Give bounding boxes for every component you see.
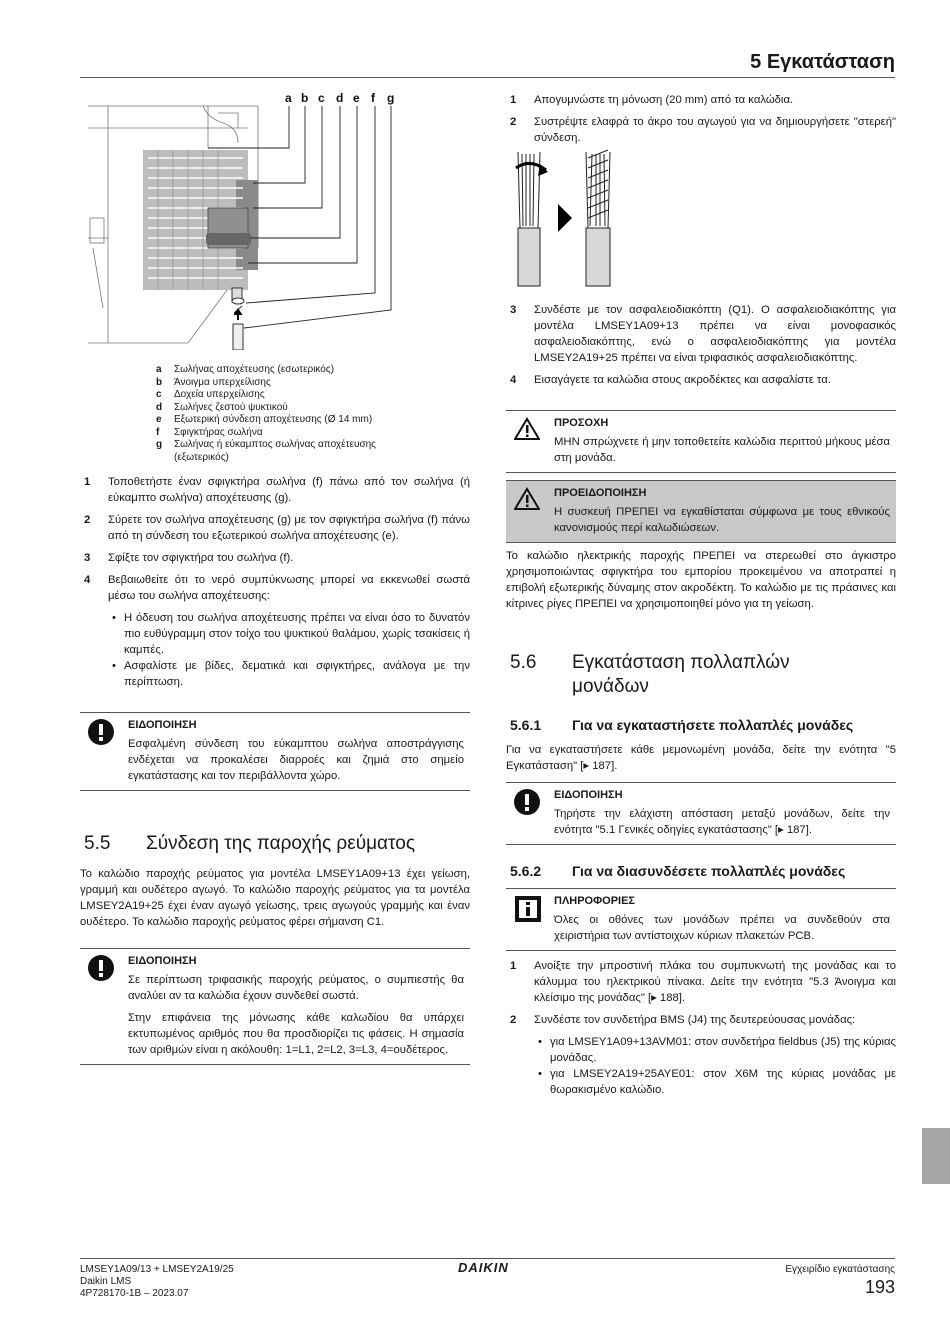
bullet-list (510, 1034, 896, 1098)
caution-box (506, 410, 896, 473)
caution-text: ΜΗΝ σπρώχνετε ή μην τοποθετείτε καλώδια περιττού μήκους μέσα στη μονάδα. (554, 436, 890, 464)
section-5-6-heading: 5.6 Εγκατάσταση πολλαπλών μονάδων (510, 652, 790, 697)
legend-item: f Σφιγκτήρας σωλήνα (156, 426, 263, 438)
footer-left (80, 1264, 234, 1300)
footer-docnum: 4P728170-1B – 2023.07 (80, 1288, 189, 1299)
notice-box-phase (80, 948, 470, 1065)
notice-text: Σε περίπτωση τριφασικής παροχής ρεύματος, ο συμπιεστής θα αναλύει αν τα καλώδια έχουν συνδεθεί σωστά. (128, 974, 464, 1002)
bullet-item: • Η όδευση του σωλήνα αποχέτευσης πρέπει να είναι όσο το δυνατόν πιο ευθύγραμμη στον τοίχο του ψυκτικού θαλάμου, χωρίς τσακίσεις ή καμπές. (108, 610, 470, 658)
step-item: 1 Απογυμνώστε τη μόνωση (20 mm) από τα καλώδια. (510, 94, 794, 106)
notice-text: Τηρήστε την ελάχιστη απόσταση μεταξύ μονάδων, δείτε την ενότητα "5.1 Γενικές οδηγίες εγκατάστασης" [▸ 187]. (554, 808, 890, 836)
notice-box-distance (506, 782, 896, 845)
step-item: 4 Βεβαιωθείτε ότι το νερό συμπύκνωσης μπορεί να εκκενωθεί σωστά μέσω του σωλήνα αποχέτευσης: (84, 574, 470, 602)
footer-model: LMSEY1A09/13 + LMSEY2A19/25 (80, 1264, 234, 1275)
legend-item: c Δοχεία υπερχείλισης (156, 389, 265, 400)
step-item: 3 Συνδέστε με τον ασφαλειοδιακόπτη (Q1). Ο ασφαλειοδιακόπτης για μοντέλα LMSEY1A09+13 πρέπει να είναι μονοφασικός ασφαλειοδιακόπτης, ενώ ο ασφαλειοδιακόπτης για μοντέλα LMSEY2A19+25 πρέπει να είναι τριφασικός ασφαλειοδιακόπτης. (510, 304, 896, 364)
notice-title: ΕΙΔΟΠΟΙΗΣΗ (128, 955, 197, 967)
figure-letter-e: e (353, 91, 360, 105)
section-header-title: 5 Εγκατάσταση (750, 51, 895, 73)
section-5-6-1-heading: 5.6.1 Για να εγκαταστήσετε πολλαπλές μονάδες (510, 717, 854, 733)
daikin-logo: DAIKIN (458, 1260, 509, 1275)
footer-rule (80, 1258, 895, 1259)
bullet-item: • για LMSEY1A09+13AVM01: στον συνδετήρα fieldbus (J5) της κύριας μονάδας. (534, 1034, 896, 1066)
notice-text: Εσφαλμένη σύνδεση του εύκαμπτου σωλήνα αποστράγγισης ενδέχεται να προκαλέσει διαρροές και ζημιά στο σημείο εγκατάστασης και τον περιβάλλοντα χώρο. (128, 738, 464, 782)
wire-twist-figure (510, 148, 630, 288)
warning-text: Η συσκευή ΠΡΕΠΕΙ να εγκαθίσταται σύμφωνα με τους εθνικούς κανονισμούς περί καλωδιώσεων. (554, 506, 890, 534)
bullet-list (84, 610, 470, 690)
figure-letter-f: f (371, 91, 375, 105)
legend-item: g Σωλήνας ή εύκαμπτος σωλήνας αποχέτευσης (εξωτερικός) (156, 439, 376, 463)
exclamation-icon (88, 955, 114, 986)
right-steps-a (510, 92, 896, 152)
step-item: 2 Σύρετε τον σωλήνα αποχέτευσης (g) με τον σφιγκτήρα σωλήνα (f) πάνω από τη σύνδεση του εξωτερικού σωλήνα αποχέτευσης (e). (84, 514, 470, 542)
header-rule (80, 77, 895, 78)
figure-letter-g: g (387, 91, 395, 105)
figure-letter-c: c (318, 91, 325, 105)
exclamation-icon (88, 719, 114, 750)
info-title: ΠΛΗΡΟΦΟΡΙΕΣ (554, 895, 636, 907)
power-cable-paragraph: Το καλώδιο ηλεκτρικής παροχής ΠΡΕΠΕΙ να στερεωθεί στο άγκιστρο χρησιμοποιώντας σφιγκτήρα του εμπορίου προκειμένου να αποτραπεί η επιβολή εξωτερικής δύναμης στον ακροδέκτη. Το καλώδιο με τις πράσινες και κίτρινες ρίγες ΠΡΕΠΕΙ να χρησιμοποιηθεί μόνο για τη γείωση. (506, 550, 896, 610)
info-text: Όλες οι οθόνες των μονάδων πρέπει να συνδεθούν στα χειριστήρια των αντίστοιχων κύριων πλακετών PCB. (554, 914, 890, 942)
info-icon (514, 895, 542, 928)
warning-triangle-icon (514, 417, 540, 446)
footer-brand-line: Daikin LMS (80, 1276, 132, 1287)
step-item: 2 Συνδέστε τον συνδετήρα BMS (J4) της δευτερεύουσας μονάδας: (510, 1014, 856, 1026)
info-box (506, 888, 896, 951)
section-5-5-heading: 5.5 Σύνδεση της παροχής ρεύματος (84, 833, 415, 854)
figure-letter-d: d (336, 91, 344, 105)
right-steps-b (510, 302, 896, 394)
step-item: 1 Τοποθετήστε έναν σφιγκτήρα σωλήνα (f) πάνω από τον σωλήνα (ή εύκαμπτο σωλήνα) αποχέτευσης (g). (84, 476, 470, 504)
exclamation-icon (514, 789, 540, 820)
legend-item: b Άνοιγμα υπερχείλισης (156, 376, 271, 388)
figure-legend (156, 364, 396, 464)
section-5-5-body: Το καλώδιο παροχής ρεύματος για μοντέλα LMSEY1A09+13 έχει γείωση, γραμμή και ουδέτερο αγωγό. Το καλώδιο παροχής ρεύματος για τα μοντέλα LMSEY2A19+25 έχει έναν αγωγό γείωσης, τρεις αγωγούς γραμμής και έναν ουδέτερο. Το καλώδιο παροχής ρεύματος φέρει σήμανση C1. (80, 868, 470, 928)
legend-item: a Σωλήνας αποχέτευσης (εσωτερικός) (156, 364, 335, 375)
bullet-item: • Ασφαλίστε με βίδες, δεματικά και σφιγκτήρες, ανάλογα με την περίπτωση. (108, 658, 470, 690)
figure-letter-a: a (285, 91, 292, 105)
footer-manual-title: Εγχειρίδιο εγκατάστασης (785, 1264, 895, 1275)
figure-letter-b: b (301, 91, 309, 105)
notice-text: Στην επιφάνεια της μόνωσης κάθε καλωδίου θα υπάρχει εκτυπωμένος αριθμός που θα προσδιορίζει τις φάσεις. Η σημασία των αριθμών είναι η ακόλουθη: 1=L1, 2=L2, 3=L3, 4=ουδέτερος. (128, 1012, 464, 1056)
step-item: 4 Εισαγάγετε τα καλώδια στους ακροδέκτες και ασφαλίστε τα. (510, 374, 831, 386)
notice-box-drain (80, 712, 470, 791)
warning-title: ΠΡΟΕΙΔΟΠΟΙΗΣΗ (554, 487, 647, 499)
step-item: 2 Συστρέψτε ελαφρά το άκρο του αγωγού για να δημιουργήσετε "στερεή" σύνδεση. (510, 116, 896, 144)
legend-item: e Εξωτερική σύνδεση αποχέτευσης (Ø 14 mm) (156, 414, 373, 425)
warning-box (506, 480, 896, 543)
legend-item: d Σωλήνες ζεστού ψυκτικού (156, 401, 288, 413)
left-steps (84, 474, 470, 696)
section-5-6-1-body: Για να εγκαταστήσετε κάθε μεμονωμένη μονάδα, δείτε την ενότητα "5 Εγκατάσταση" [▸ 187]. (506, 744, 896, 772)
bullet-item: • για LMSEY2A19+25AYE01: στον X6M της κύριας μονάδας με θωρακισμένο καλώδιο. (534, 1066, 896, 1098)
notice-title: ΕΙΔΟΠΟΙΗΣΗ (128, 719, 197, 731)
page-number: 193 (864, 1277, 895, 1297)
chapter-tab (922, 1128, 950, 1184)
step-item: 1 Ανοίξτε την μπροστινή πλάκα του συμπυκνωτή της μονάδας και το κάλυμμα του ηλεκτρικού πίνακα. Δείτε την ενότητα "5.3 Άνοιγμα και κλείσιμο της μονάδας" [▸ 188]. (510, 960, 896, 1004)
notice-title: ΕΙΔΟΠΟΙΗΣΗ (554, 789, 623, 801)
section-5-6-2-heading: 5.6.2 Για να διασυνδέσετε πολλαπλές μονάδες (510, 863, 846, 879)
right-steps-c (510, 958, 896, 1104)
drain-pipe-figure (88, 88, 406, 350)
caution-title: ΠΡΟΣΟΧΗ (554, 417, 609, 429)
step-item: 3 Σφίξτε τον σφιγκτήρα του σωλήνα (f). (84, 552, 294, 564)
warning-triangle-icon (514, 487, 540, 516)
